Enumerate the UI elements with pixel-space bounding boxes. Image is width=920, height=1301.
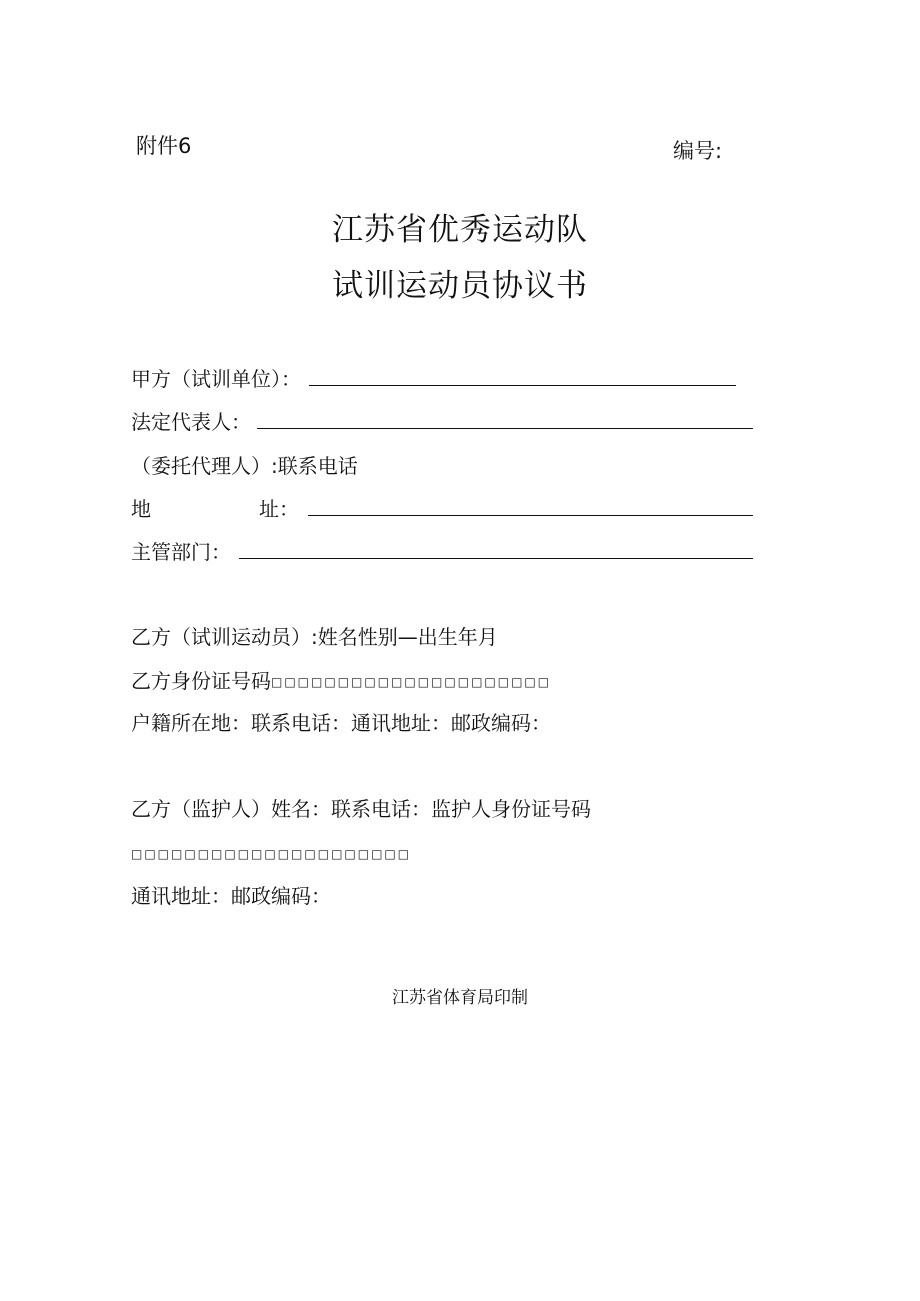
residence-row <box>131 706 551 736</box>
guardian-id-row <box>131 836 411 866</box>
address-label-part1: 地 <box>131 497 151 521</box>
agent-row <box>131 449 358 479</box>
party-a-unit-label: 甲方（试训单位）： <box>131 367 301 391</box>
attachment-label: 附件6 <box>136 134 192 158</box>
department-fill-line[interactable] <box>239 556 753 559</box>
department-label: 主管部门： <box>131 540 231 564</box>
guardian-info-label: 乙方（监护人）姓名：联系电话：监护人身份证号码 <box>131 797 591 821</box>
athlete-id-label: 乙方身份证号码 <box>131 669 271 693</box>
legal-rep-label: 法定代表人： <box>131 410 251 434</box>
athlete-id-row <box>131 664 551 694</box>
party-a-unit-fill-line[interactable] <box>309 383 736 386</box>
guardian-id-boxes[interactable]: □□□□□□□□□□□□□□□□□□□□□ <box>131 847 412 861</box>
address-row <box>131 492 753 522</box>
printer-footer: 江苏省体育局印制 <box>392 988 528 1008</box>
party-a-unit-row <box>131 362 736 392</box>
legal-rep-fill-line[interactable] <box>257 426 753 429</box>
residence-contact-label: 户籍所在地：联系电话：通讯地址：邮政编码： <box>131 711 551 735</box>
number-label: 编号: <box>673 139 723 163</box>
page-title-line1: 江苏省优秀运动队 <box>332 212 588 248</box>
athlete-row <box>131 620 498 650</box>
guardian-row <box>131 792 591 822</box>
address-label-part2: 址： <box>259 497 299 521</box>
legal-rep-row <box>131 405 753 435</box>
athlete-id-boxes[interactable]: □□□□□□□□□□□□□□□□□□□□□ <box>271 675 552 689</box>
athlete-info-label: 乙方（试训运动员）:姓名性别—出生年月 <box>131 625 498 649</box>
department-row <box>131 535 753 565</box>
address-fill-line[interactable] <box>308 513 753 516</box>
guardian-address-label: 通讯地址：邮政编码： <box>131 884 331 908</box>
page-title-line2: 试训运动员协议书 <box>332 268 588 304</box>
agent-phone-label: （委托代理人）:联系电话 <box>131 454 358 478</box>
guardian-address-row <box>131 879 331 909</box>
